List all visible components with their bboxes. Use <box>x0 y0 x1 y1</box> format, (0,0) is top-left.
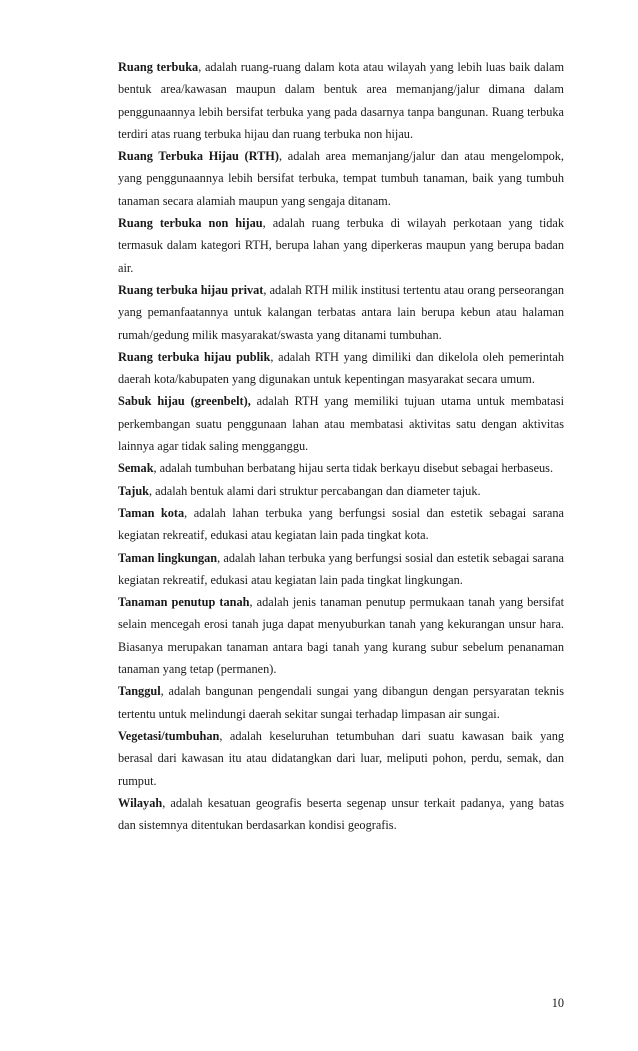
glossary-term: Tajuk <box>118 483 149 498</box>
glossary-entry <box>118 480 564 502</box>
glossary-term: Taman lingkungan <box>118 550 218 565</box>
glossary-term: Tanaman penutup tanah <box>118 595 250 610</box>
glossary-definition: , adalah bentuk alami dari struktur percabangan dan diameter tajuk. <box>149 483 481 498</box>
glossary-list <box>118 56 564 836</box>
page-number: 10 <box>551 996 564 1010</box>
glossary-term: Ruang terbuka non hijau <box>118 216 263 231</box>
glossary-definition: , adalah RTH yang dimiliki dan dikelola oleh pemerintah daerah kota/kabupaten yang digunakan untuk kepentingan masyarakat secara umum. <box>118 349 565 387</box>
glossary-term: Ruang terbuka <box>118 60 199 74</box>
glossary-definition: , adalah area memanjang/jalur dan atau mengelompok, yang penggunaannya lebih bersifat terbuka, tempat tumbuh tanaman, baik yang tumbuh tanaman secara alamiah maupun yang sengaja ditanam. <box>118 149 564 208</box>
glossary-entry <box>118 56 564 145</box>
glossary-definition: , adalah bangunan pengendali sungai yang dibangun dengan persyaratan teknis tertentu untuk melindungi daerah sekitar sungai terhadap limpasan air sungai. <box>118 684 564 721</box>
glossary-entry <box>118 346 564 391</box>
glossary-definition: , adalah lahan terbuka yang berfungsi sosial dan estetik sebagai sarana kegiatan rekreatif, edukasi atau kegiatan lain pada tingkat kota. <box>118 505 564 543</box>
glossary-entry <box>118 145 564 212</box>
glossary-entry <box>118 680 564 725</box>
glossary-entry <box>118 212 564 279</box>
glossary-definition: , adalah tumbuhan berbatang hijau serta tidak berkayu disebut sebagai herbaseus. <box>153 461 554 476</box>
glossary-definition: , adalah ruang terbuka di wilayah perkotaan yang tidak termasuk dalam kategori RTH, berupa lahan yang diperkeras maupun yang berupa badan air. <box>118 216 565 275</box>
glossary-definition: , adalah keseluruhan tetumbuhan dari suatu kawasan baik yang berasal dari kawasan itu atau didatangkan dari luar, meliputi pohon, perdu, semak, dan rumput. <box>118 728 564 788</box>
glossary-term: Ruang terbuka hijau publik <box>118 349 271 364</box>
glossary-term: Taman kota <box>118 505 185 520</box>
glossary-definition: , adalah jenis tanaman penutup permukaan tanah yang bersifat selain mencegah erosi tanah juga dapat menyuburkan tanah yang kekurangan unsur hara. Biasanya merupakan tanaman antara bagi tanah yang kurang subur sebelum penanaman tanaman yang tetap (permanen). <box>118 595 564 677</box>
glossary-entry <box>118 502 564 547</box>
glossary-definition: , adalah kesatuan geografis beserta segenap unsur terkait padanya, yang batas dan sistemnya ditentukan berdasarkan kondisi geografis. <box>118 795 564 833</box>
glossary-definition: adalah RTH yang memiliki tujuan utama untuk membatasi perkembangan suatu penggunaan lahan atau membatasi aktivitas satu dengan aktivitas lainnya agar tidak saling mengganggu. <box>118 394 564 454</box>
glossary-entry <box>118 390 564 457</box>
glossary-term: Semak <box>118 461 154 476</box>
glossary-term: Ruang Terbuka Hijau (RTH) <box>118 149 279 164</box>
glossary-term: Vegetasi/tumbuhan <box>118 728 220 743</box>
glossary-entry <box>118 591 564 680</box>
glossary-term: Ruang terbuka hijau privat <box>118 282 264 297</box>
glossary-definition: , adalah lahan terbuka yang berfungsi sosial dan estetik sebagai sarana kegiatan rekreatif, edukasi atau kegiatan lain pada tingkat lingkungan. <box>118 550 564 587</box>
glossary-definition: , adalah ruang-ruang dalam kota atau wilayah yang lebih luas baik dalam bentuk area/kawasan maupun dalam bentuk area memanjang/jalur dimana dalam penggunaannya lebih bersifat terbuka yang pada dasarnya tanpa bangunan. Ruang terbuka terdiri atas ruang terbuka hijau dan ruang terbuka non hijau. <box>118 60 565 141</box>
glossary-entry <box>118 725 564 792</box>
glossary-term: Sabuk hijau (greenbelt), <box>118 394 251 409</box>
glossary-term: Wilayah <box>118 795 163 810</box>
glossary-entry <box>118 457 564 479</box>
glossary-entry <box>118 792 564 837</box>
glossary-entry <box>118 279 564 346</box>
glossary-definition: , adalah RTH milik institusi tertentu atau orang perseorangan yang pemanfaatannya untuk kalangan terbatas antara lain berupa kebun atau halaman rumah/gedung milik masyarakat/swasta yang ditanami tumbuhan. <box>118 282 564 342</box>
glossary-term: Tanggul <box>118 684 161 699</box>
glossary-entry <box>118 547 564 592</box>
